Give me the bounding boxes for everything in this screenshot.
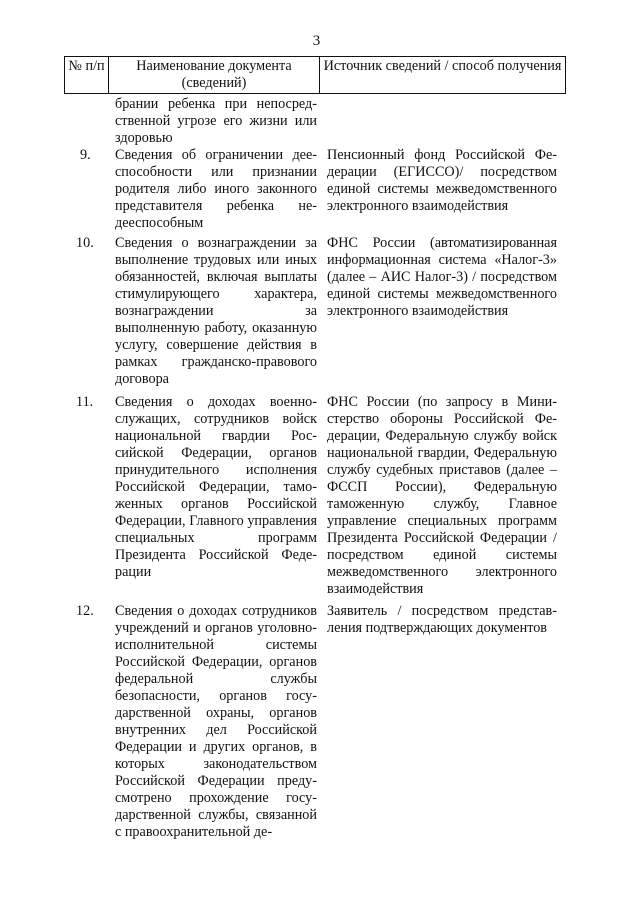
row-source: ФНС России (автоматизированная информационная система «Налог-3» (далее – АИС Налог-3) / посредством единой системы межведомственного электронного взаимодействия — [327, 235, 557, 319]
row-source: Пенсионный фонд Российской Федерации (ЕГИССО)/ посредством единой системы межведомственного электронного взаимодействия — [327, 147, 557, 214]
row-name: Сведения о доходах военнослужащих, сотрудников войск национальной гвардии Российской Федерации, органов принудительного исполнения Российской Федерации, таможенных органов Российской Федерации, Главного управления специальных программ Президента Российской Федерации — [115, 394, 317, 580]
row-name: Сведения о доходах сотрудников учреждений и органов уголовно-исполнительной системы Российской Федерации, органов федеральной службы безопасности, органов государственной охраны, органов внутренних дел Российской Федерации и других органов, в которых законодательством Российской Федерации предусмотрено прохождение государственной службы, связанной с правоохранительной де- — [115, 603, 317, 840]
row-source: Заявитель / посредством представления подтверждающих документов — [327, 603, 557, 636]
row-source: ФНС России (по запросу в Министерство обороны Российской Федерации, Федеральную службу войск национальной гвардии, Федеральную службу судебных приставов (далее – ФССП России), Федеральную таможенную службу, Главное управление специальных программ Президента Российской Федерации / посредством единой системы межведомственного электронного взаимодействия — [327, 394, 557, 597]
header-source: Источник сведений / способ получения — [323, 58, 562, 74]
row-name: Сведения об ограничении дееспособности или признании родителя либо иного законного представителя ребенка недееспособным — [115, 147, 317, 231]
row-number: 9. — [80, 147, 91, 163]
row-name: Сведения о вознаграждении за выполнение трудовых или иных обязанностей, включая выплаты стимулирующего характера, вознаграждении за выполненную работу, оказанную услугу, совершение действия в рамках гражданско-правового договора — [115, 235, 317, 387]
page-number: 3 — [312, 33, 321, 49]
row-number: 10. — [76, 235, 94, 251]
row-number: 11. — [76, 394, 94, 410]
continuation-text: брании ребенка при непосредственной угрозе его жизни или здоровью — [115, 96, 317, 146]
row-number: 12. — [76, 603, 94, 619]
header-num: № п/п — [65, 57, 109, 93]
header-name: Наименование документа (сведений) — [109, 57, 320, 93]
table-header — [64, 56, 566, 94]
